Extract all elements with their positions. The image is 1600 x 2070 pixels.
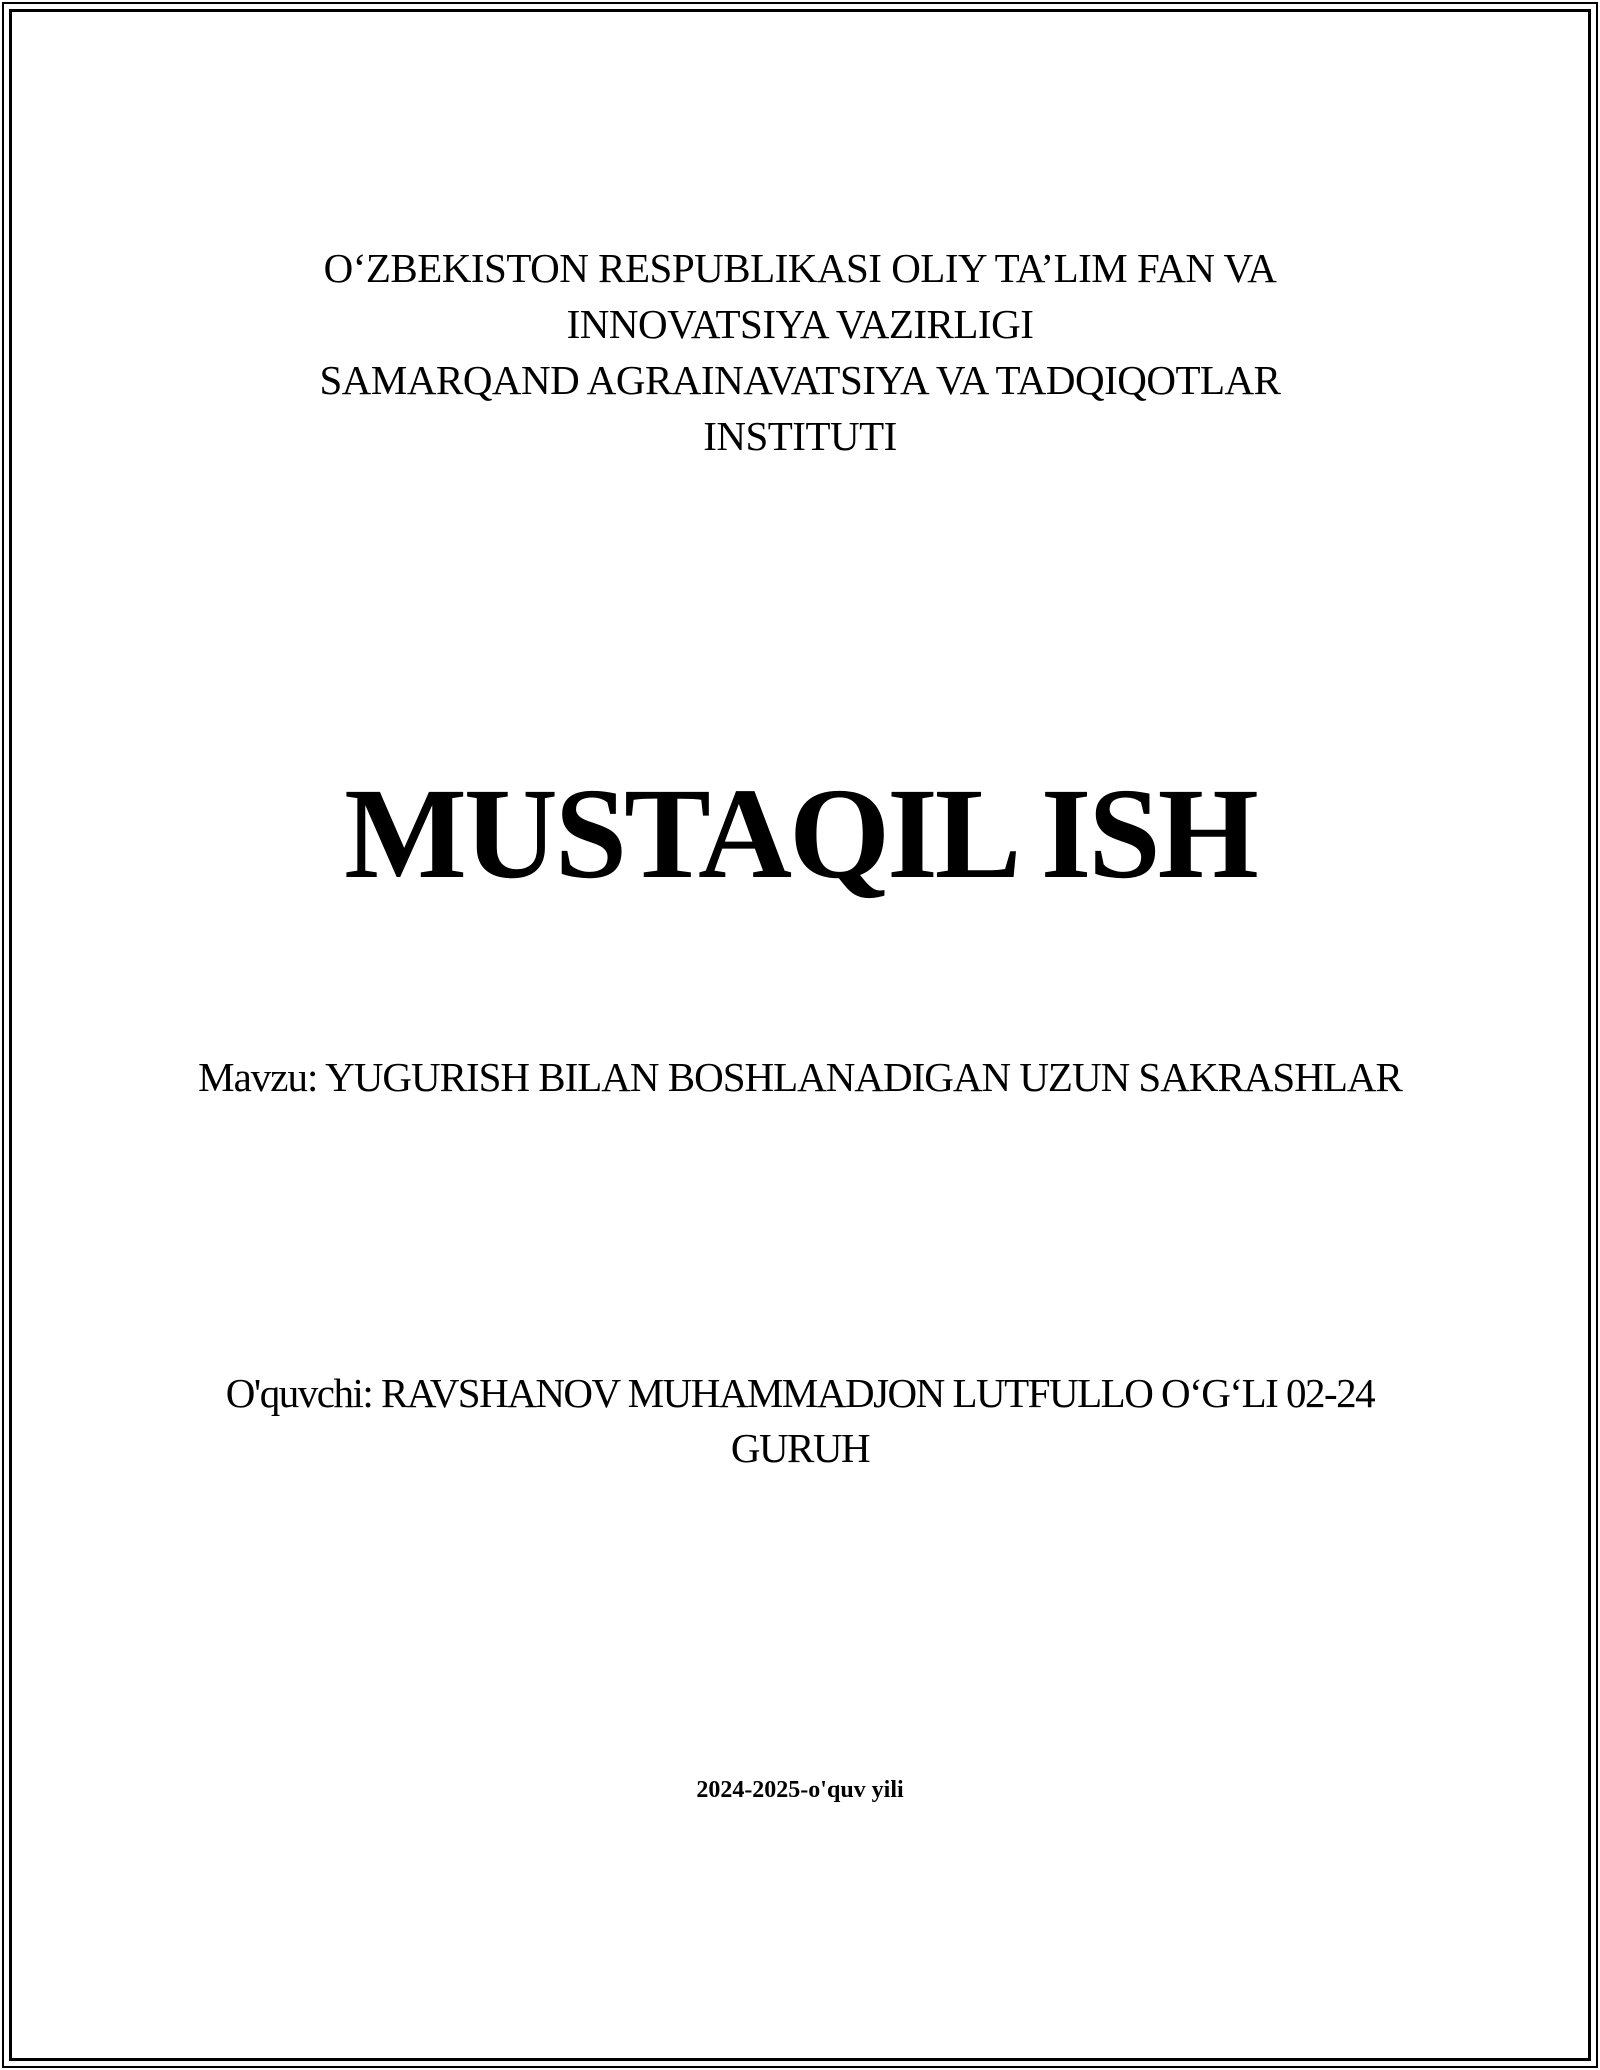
student-block	[12, 1366, 1588, 1476]
header-line-4: INSTITUTI	[703, 413, 897, 459]
document-title: MUSTAQIL ISH	[344, 762, 1256, 906]
header-line-1: O‘ZBEKISTON RESPUBLIKASI OLIY TA’LIM FAN VA	[323, 245, 1277, 291]
student-line-1: O'quvchi: RAVSHANOV MUHAMMADJON LUTFULLO O‘G‘LI 02-24	[225, 1370, 1375, 1416]
page-content	[12, 12, 1588, 2058]
topic-line: Mavzu: YUGURISH BILAN BOSHLANADIGAN UZUN SAKRASHLAR	[198, 1054, 1402, 1100]
header-line-2: INNOVATSIYA VAZIRLIGI	[566, 301, 1034, 347]
student-line-2: GURUH	[730, 1425, 870, 1471]
ministry-header	[12, 240, 1588, 464]
header-line-3: SAMARQAND AGRAINAVATSIYA VA TADQIQOTLAR	[319, 357, 1281, 403]
academic-year-footer: 2024-2025-o'quv yili	[696, 1777, 904, 1803]
